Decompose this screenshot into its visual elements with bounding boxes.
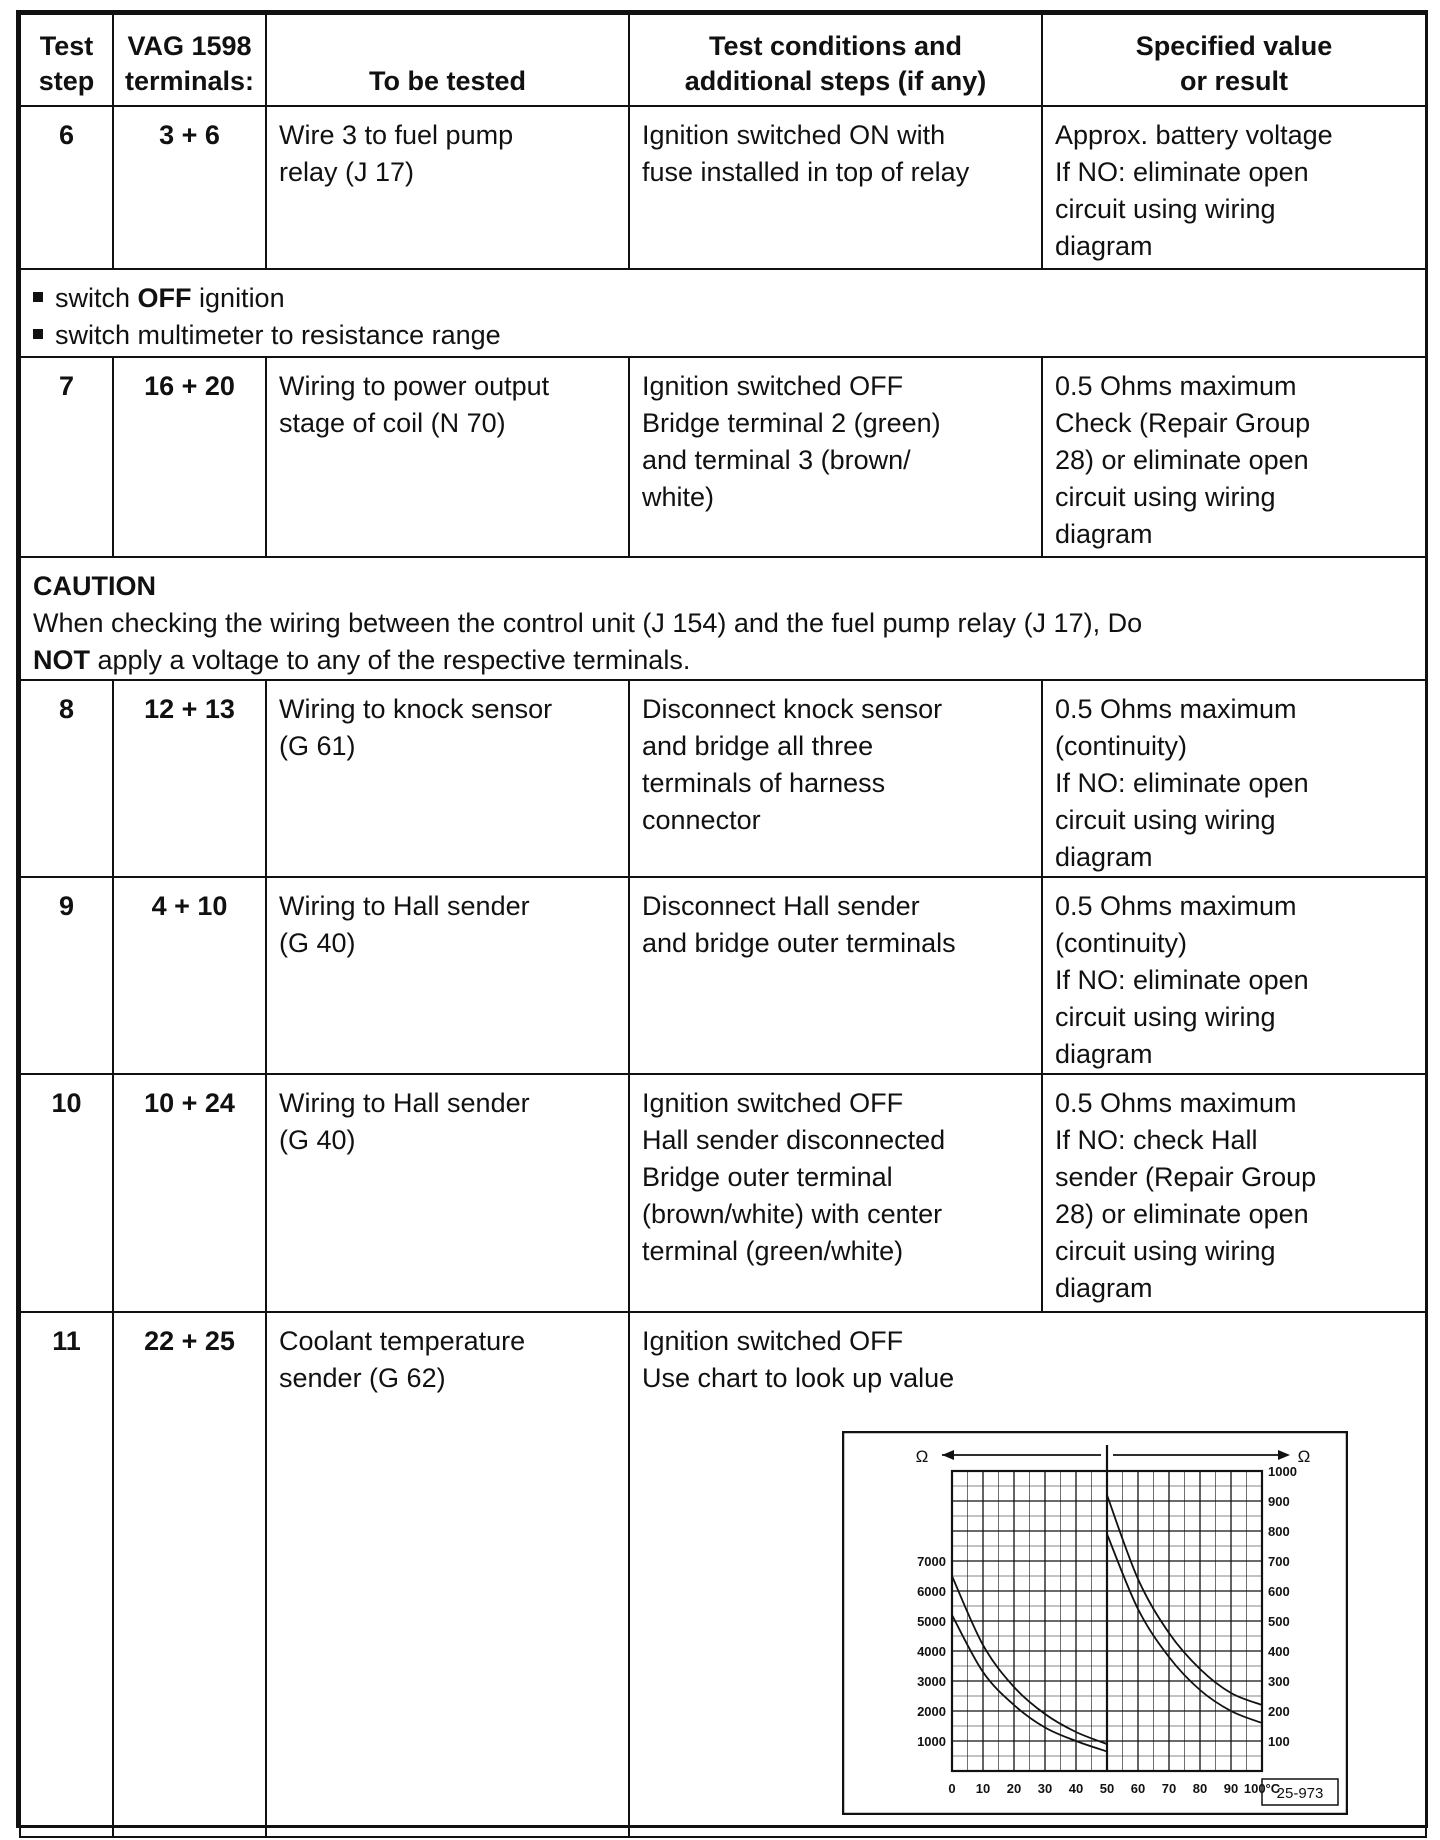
- result-cell: 0.5 Ohms maximum (continuity) If NO: eliminate open circuit using wiring diagram: [1042, 877, 1426, 1074]
- header-test-step: Test step: [20, 14, 113, 106]
- terminals-cell: 16 + 20: [113, 357, 266, 557]
- step-cell: 6: [20, 106, 113, 269]
- step-cell: 9: [20, 877, 113, 1074]
- x-tick-label: 60: [1130, 1781, 1146, 1796]
- table-row: [20, 680, 1426, 877]
- right-axis-label: Ω: [1297, 1447, 1311, 1466]
- right-tick-label: 600: [1268, 1584, 1290, 1599]
- left-tick-label: 3000: [917, 1674, 946, 1689]
- x-tick-label: 0: [948, 1781, 956, 1796]
- x-tick-label: 80: [1192, 1781, 1208, 1796]
- caution-note: [20, 557, 1426, 680]
- right-arrowhead-icon: [1278, 1450, 1290, 1460]
- coolant-sensor-chart: [842, 1431, 1348, 1815]
- left-tick-label: 5000: [917, 1614, 946, 1629]
- note-item: switch OFF ignition: [33, 280, 1413, 317]
- header-conditions: Test conditions and additional steps (if any): [629, 14, 1042, 106]
- tested-cell: Wiring to power output stage of coil (N 70): [266, 357, 629, 557]
- conditions-cell: Disconnect Hall sender and bridge outer terminals: [629, 877, 1042, 1074]
- left-tick-label: 2000: [917, 1704, 946, 1719]
- result-cell: Approx. battery voltage If NO: eliminate open circuit using wiring diagram: [1042, 106, 1426, 269]
- right-tick-label: 200: [1268, 1704, 1290, 1719]
- left-tick-label: 6000: [917, 1584, 946, 1599]
- x-tick-label: 50: [1099, 1781, 1115, 1796]
- left-tick-label: 7000: [917, 1554, 946, 1569]
- x-tick-label: 100°C: [1243, 1781, 1281, 1796]
- table-row: [20, 357, 1426, 557]
- header-terminals: VAG 1598 terminals:: [113, 14, 266, 106]
- result-cell: 0.5 Ohms maximum (continuity) If NO: eliminate open circuit using wiring diagram: [1042, 680, 1426, 877]
- test-table-sheet: [16, 10, 1428, 1828]
- left-tick-label: 1000: [917, 1734, 946, 1749]
- terminals-cell: 12 + 13: [113, 680, 266, 877]
- header-row: [20, 14, 1426, 106]
- instruction-note: [20, 269, 1426, 357]
- conditions-cell: Ignition switched ON with fuse installed in top of relay: [629, 106, 1042, 269]
- header-to-be-tested: To be tested: [266, 14, 629, 106]
- caution-title: CAUTION: [33, 571, 156, 601]
- test-table: [19, 13, 1427, 1838]
- left-arrowhead-icon: [942, 1450, 954, 1460]
- table-row: [20, 877, 1426, 1074]
- tested-cell: Coolant temperature sender (G 62): [266, 1312, 629, 1837]
- x-tick-label: 90: [1223, 1781, 1239, 1796]
- right-tick-label: 700: [1268, 1554, 1290, 1569]
- bullet-icon: [33, 329, 43, 339]
- table-row: [20, 1312, 1426, 1837]
- x-tick-label: 10: [975, 1781, 991, 1796]
- right-tick-label: 900: [1268, 1494, 1290, 1509]
- right-tick-label: 300: [1268, 1674, 1290, 1689]
- right-tick-label: 1000: [1268, 1464, 1297, 1479]
- left-axis-label: Ω: [915, 1447, 929, 1466]
- figure-id: 25-973: [1276, 1785, 1324, 1802]
- tested-cell: Wiring to knock sensor (G 61): [266, 680, 629, 877]
- conditions-cell: Ignition switched OFF Hall sender disconnected Bridge outer terminal (brown/white) with center terminal (green/white): [629, 1074, 1042, 1312]
- tested-cell: Wire 3 to fuel pump relay (J 17): [266, 106, 629, 269]
- conditions-cell: Ignition switched OFF Bridge terminal 2 (green) and terminal 3 (brown/ white): [629, 357, 1042, 557]
- x-tick-label: 30: [1037, 1781, 1053, 1796]
- terminals-cell: 10 + 24: [113, 1074, 266, 1312]
- result-cell: 0.5 Ohms maximum Check (Repair Group 28) or eliminate open circuit using wiring diagram: [1042, 357, 1426, 557]
- step-cell: 11: [20, 1312, 113, 1837]
- conditions-cell: Ignition switched OFF Use chart to look up value Ω Ω 7000 6000 5000 4000 3000 2000 1000 1000 900 800 700 600 500 400 300 200 100 0 10 20 30 40 50 60 70 80 90 100°C 25-973: [629, 1312, 1426, 1837]
- tested-cell: Wiring to Hall sender (G 40): [266, 1074, 629, 1312]
- step-cell: 8: [20, 680, 113, 877]
- bullet-icon: [33, 292, 43, 302]
- x-tick-label: 40: [1068, 1781, 1084, 1796]
- note-item: switch multimeter to resistance range: [33, 317, 1413, 354]
- terminals-cell: 3 + 6: [113, 106, 266, 269]
- terminals-cell: 22 + 25: [113, 1312, 266, 1837]
- step-cell: 7: [20, 357, 113, 557]
- right-tick-label: 100: [1268, 1734, 1290, 1749]
- tested-cell: Wiring to Hall sender (G 40): [266, 877, 629, 1074]
- note-row: [20, 269, 1426, 357]
- left-tick-label: 4000: [917, 1644, 946, 1659]
- right-tick-label: 800: [1268, 1524, 1290, 1539]
- x-tick-label: 70: [1161, 1781, 1177, 1796]
- result-cell: 0.5 Ohms maximum If NO: check Hall sender (Repair Group 28) or eliminate open circuit using wiring diagram: [1042, 1074, 1426, 1312]
- conditions-cell: Disconnect knock sensor and bridge all three terminals of harness connector: [629, 680, 1042, 877]
- step-cell: 10: [20, 1074, 113, 1312]
- table-row: [20, 1074, 1426, 1312]
- caution-text: When checking the wiring between the control unit (J 154) and the fuel pump relay (J 17), Do: [33, 608, 1143, 638]
- caution-text: NOT apply a voltage to any of the respective terminals.: [33, 645, 691, 675]
- right-tick-label: 500: [1268, 1614, 1290, 1629]
- chart-svg: [842, 1431, 1348, 1815]
- caution-row: [20, 557, 1426, 680]
- header-result: Specified value or result: [1042, 14, 1426, 106]
- table-row: [20, 106, 1426, 269]
- right-tick-label: 400: [1268, 1644, 1290, 1659]
- x-tick-label: 20: [1006, 1781, 1022, 1796]
- terminals-cell: 4 + 10: [113, 877, 266, 1074]
